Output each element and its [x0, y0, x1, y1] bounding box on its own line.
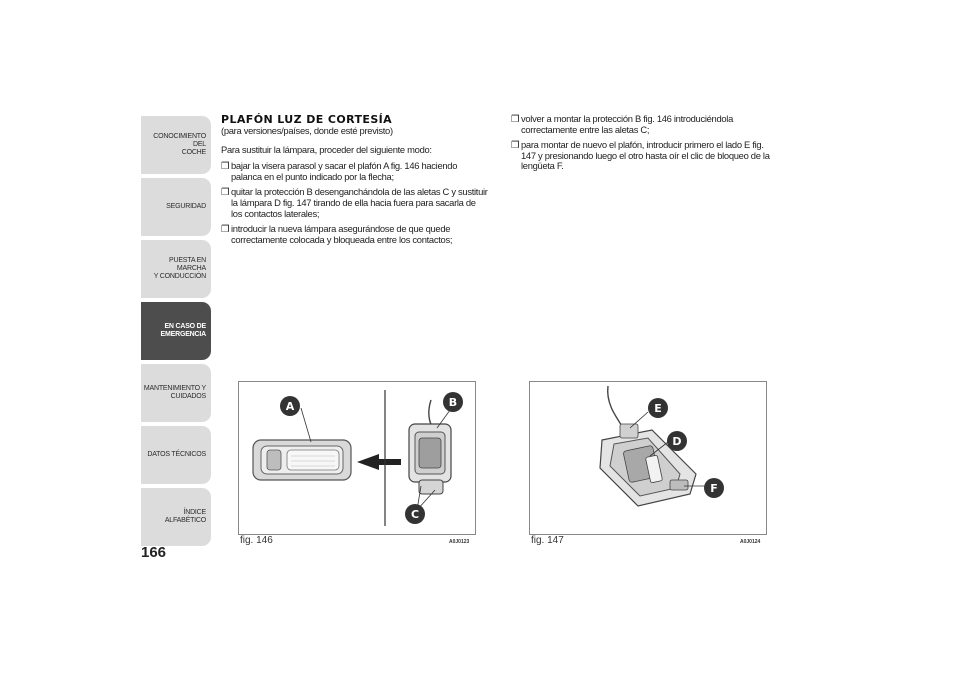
checkbox-icon: ❒: [221, 223, 230, 235]
callout-f: [704, 478, 724, 498]
checkbox-icon: ❒: [221, 160, 230, 172]
text-column-left: [221, 114, 489, 250]
list-item: ❒ bajar la visera parasol y sacar el plafón A fig. 146 haciendo palanca en el punto indicado por la flecha;: [221, 160, 458, 182]
courtesy-light-removal-illustration: [239, 382, 475, 534]
courtesy-lamp-housing: [253, 440, 351, 480]
figure-146-caption: fig. 146: [240, 535, 273, 546]
figure-147: [529, 381, 767, 535]
checkbox-icon: ❒: [221, 186, 230, 198]
tab-seguridad[interactable]: SEGURIDAD: [141, 178, 211, 236]
page-number: 166: [141, 544, 167, 561]
list-item: ❒ para montar de nuevo el plafón, introducir primero el lado E fig. 147 y presionando luego el otro hasta oír el clic de bloqueo de la lengüeta F.: [511, 139, 770, 172]
callout-a: [280, 396, 300, 416]
checkbox-icon: ❒: [511, 139, 520, 151]
section-intro: Para sustituir la lámpara, proceder del siguiente modo:: [221, 143, 432, 155]
figure-147-caption: fig. 147: [531, 535, 564, 546]
section-subtitle: (para versiones/países, donde esté previsto): [221, 125, 393, 136]
callout-c: [405, 504, 425, 524]
callout-e: [648, 398, 668, 418]
tab-en-caso-de-emergencia[interactable]: EN CASO DE EMERGENCIA: [141, 302, 211, 360]
checkbox-icon: ❒: [511, 113, 520, 124]
figure-146: [238, 381, 476, 535]
tab-conocimiento-del-coche[interactable]: CONOCIMIENTO DEL COCHE: [141, 116, 211, 174]
lamp-protection-component: [409, 400, 451, 494]
figure-147-code: A0J0124: [740, 539, 761, 545]
svg-text:C: C: [410, 508, 420, 521]
text-column-right: [511, 114, 773, 177]
list-item: ❒ introducir la nueva lámpara asegurándose de que quede correctamente colocada y bloqueada entre los contactos;: [221, 223, 453, 245]
svg-text:A: A: [285, 400, 295, 413]
callout-b: [443, 392, 463, 412]
svg-text:F: F: [710, 482, 718, 495]
callout-d: [667, 431, 687, 451]
lamp-replacement-illustration: [530, 382, 766, 534]
figure-146-code: A0J0123: [449, 539, 470, 545]
svg-text:E: E: [654, 402, 662, 415]
tab-indice-alfabetico[interactable]: ÍNDICE ALFABÉTICO: [141, 488, 211, 546]
tab-mantenimiento[interactable]: MANTENIMIENTO Y CUIDADOS: [141, 364, 211, 422]
tab-puesta-en-marcha[interactable]: PUESTA EN MARCHA Y CONDUCCIÓN: [141, 240, 211, 298]
section-title: PLAFÓN LUZ DE CORTESÍA: [221, 113, 393, 126]
arrow-icon: [357, 454, 401, 470]
tab-datos-tecnicos[interactable]: DATOS TÉCNICOS: [141, 426, 211, 484]
list-item: ❒ volver a montar la protección B fig. 146 introduciéndola correctamente entre las aletas C;: [511, 113, 733, 135]
svg-text:B: B: [448, 396, 458, 409]
svg-text:D: D: [672, 435, 682, 448]
list-item: ❒ quitar la protección B desenganchándola de las aletas C y sustituir la lámpara D fig. 147 tirando de ella hacia fuera para sacarla de los contactos laterales;: [221, 186, 488, 219]
